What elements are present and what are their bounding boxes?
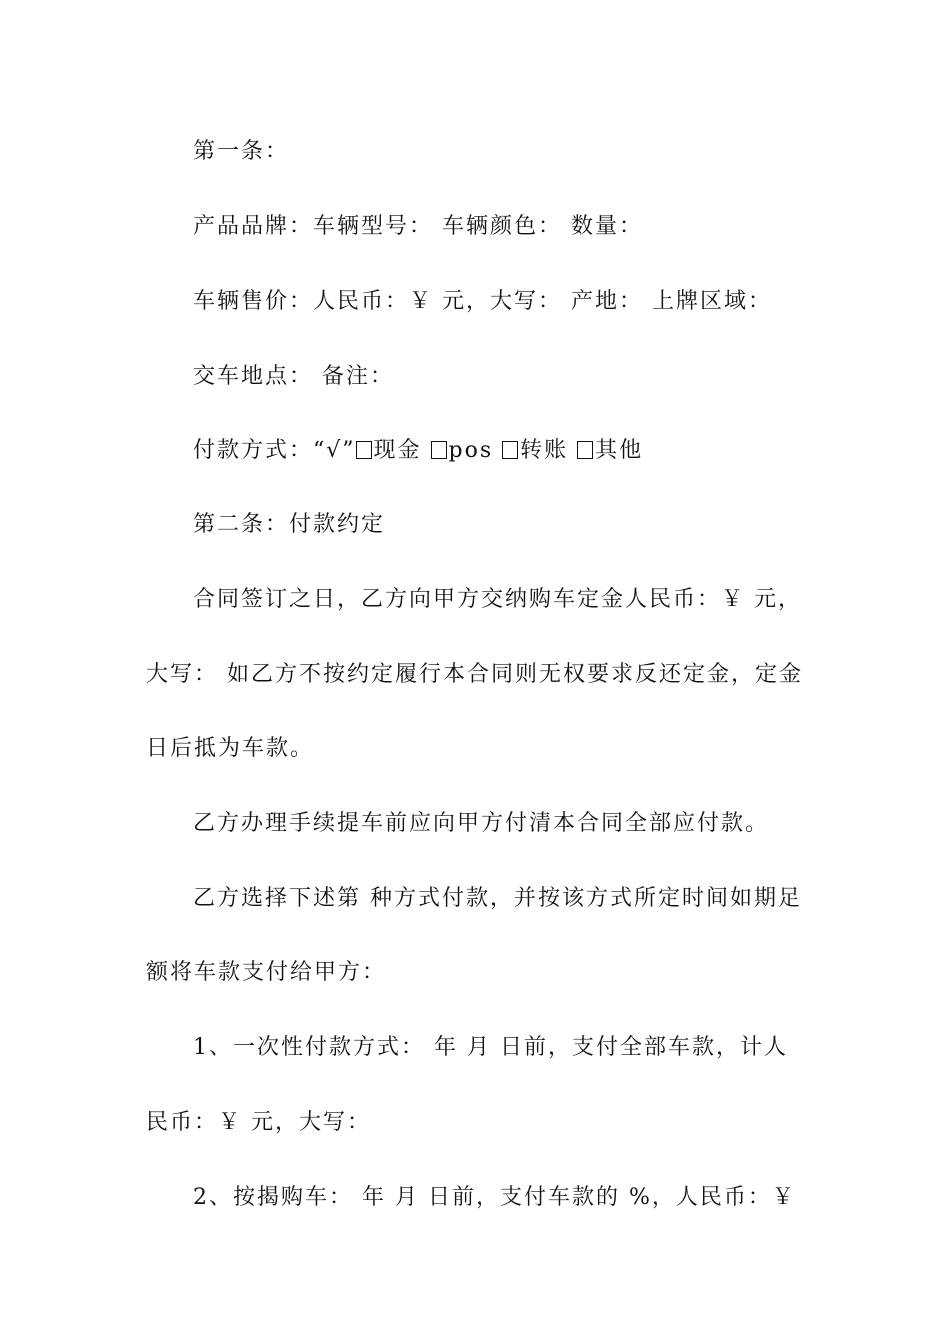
checkbox-transfer: [502, 441, 518, 459]
deposit-line-2: 大写： 如乙方不按约定履行本合同则无权要求反还定金，定金: [146, 662, 803, 687]
lump-sum-line-1: 1、一次性付款方式： 年 月 日前，支付全部车款，计人: [193, 1035, 788, 1060]
checkbox-pos: [431, 441, 447, 459]
option-pos: pos: [448, 438, 494, 463]
payment-method-label: 付款方式：“√”: [193, 438, 356, 463]
option-cash: 现金: [373, 438, 422, 463]
mortgage-line: 2、按揭购车： 年 月 日前，支付车款的 %，人民币：￥: [193, 1185, 796, 1210]
deposit-line-1: 合同签订之日，乙方向甲方交纳购车定金人民币：￥ 元，: [193, 587, 802, 612]
payment-method-line: [193, 436, 823, 466]
payment-choice-line-1: 乙方选择下述第 种方式付款，并按该方式所定时间如期足: [193, 886, 802, 911]
vehicle-price-line: 车辆售价：人民币：￥ 元，大写： 产地： 上牌区域：: [193, 289, 772, 314]
product-info-line: 产品品牌：车辆型号： 车辆颜色： 数量：: [193, 214, 643, 239]
payment-choice-line-2: 额将车款支付给甲方：: [146, 960, 387, 985]
full-payment-before-pickup: 乙方办理手续提车前应向甲方付清本合同全部应付款。: [193, 811, 770, 836]
checkbox-other: [577, 441, 593, 459]
deposit-line-3: 日后抵为车款。: [146, 736, 315, 761]
delivery-location-line: 交车地点： 备注：: [193, 364, 394, 389]
option-other: 其他: [595, 438, 644, 463]
article-two-heading: 第二条：付款约定: [193, 512, 386, 537]
checkbox-cash: [356, 441, 372, 459]
option-transfer: 转账: [520, 438, 569, 463]
article-one-heading: 第一条：: [193, 139, 290, 164]
lump-sum-line-2: 民币：￥ 元，大写：: [146, 1110, 371, 1135]
